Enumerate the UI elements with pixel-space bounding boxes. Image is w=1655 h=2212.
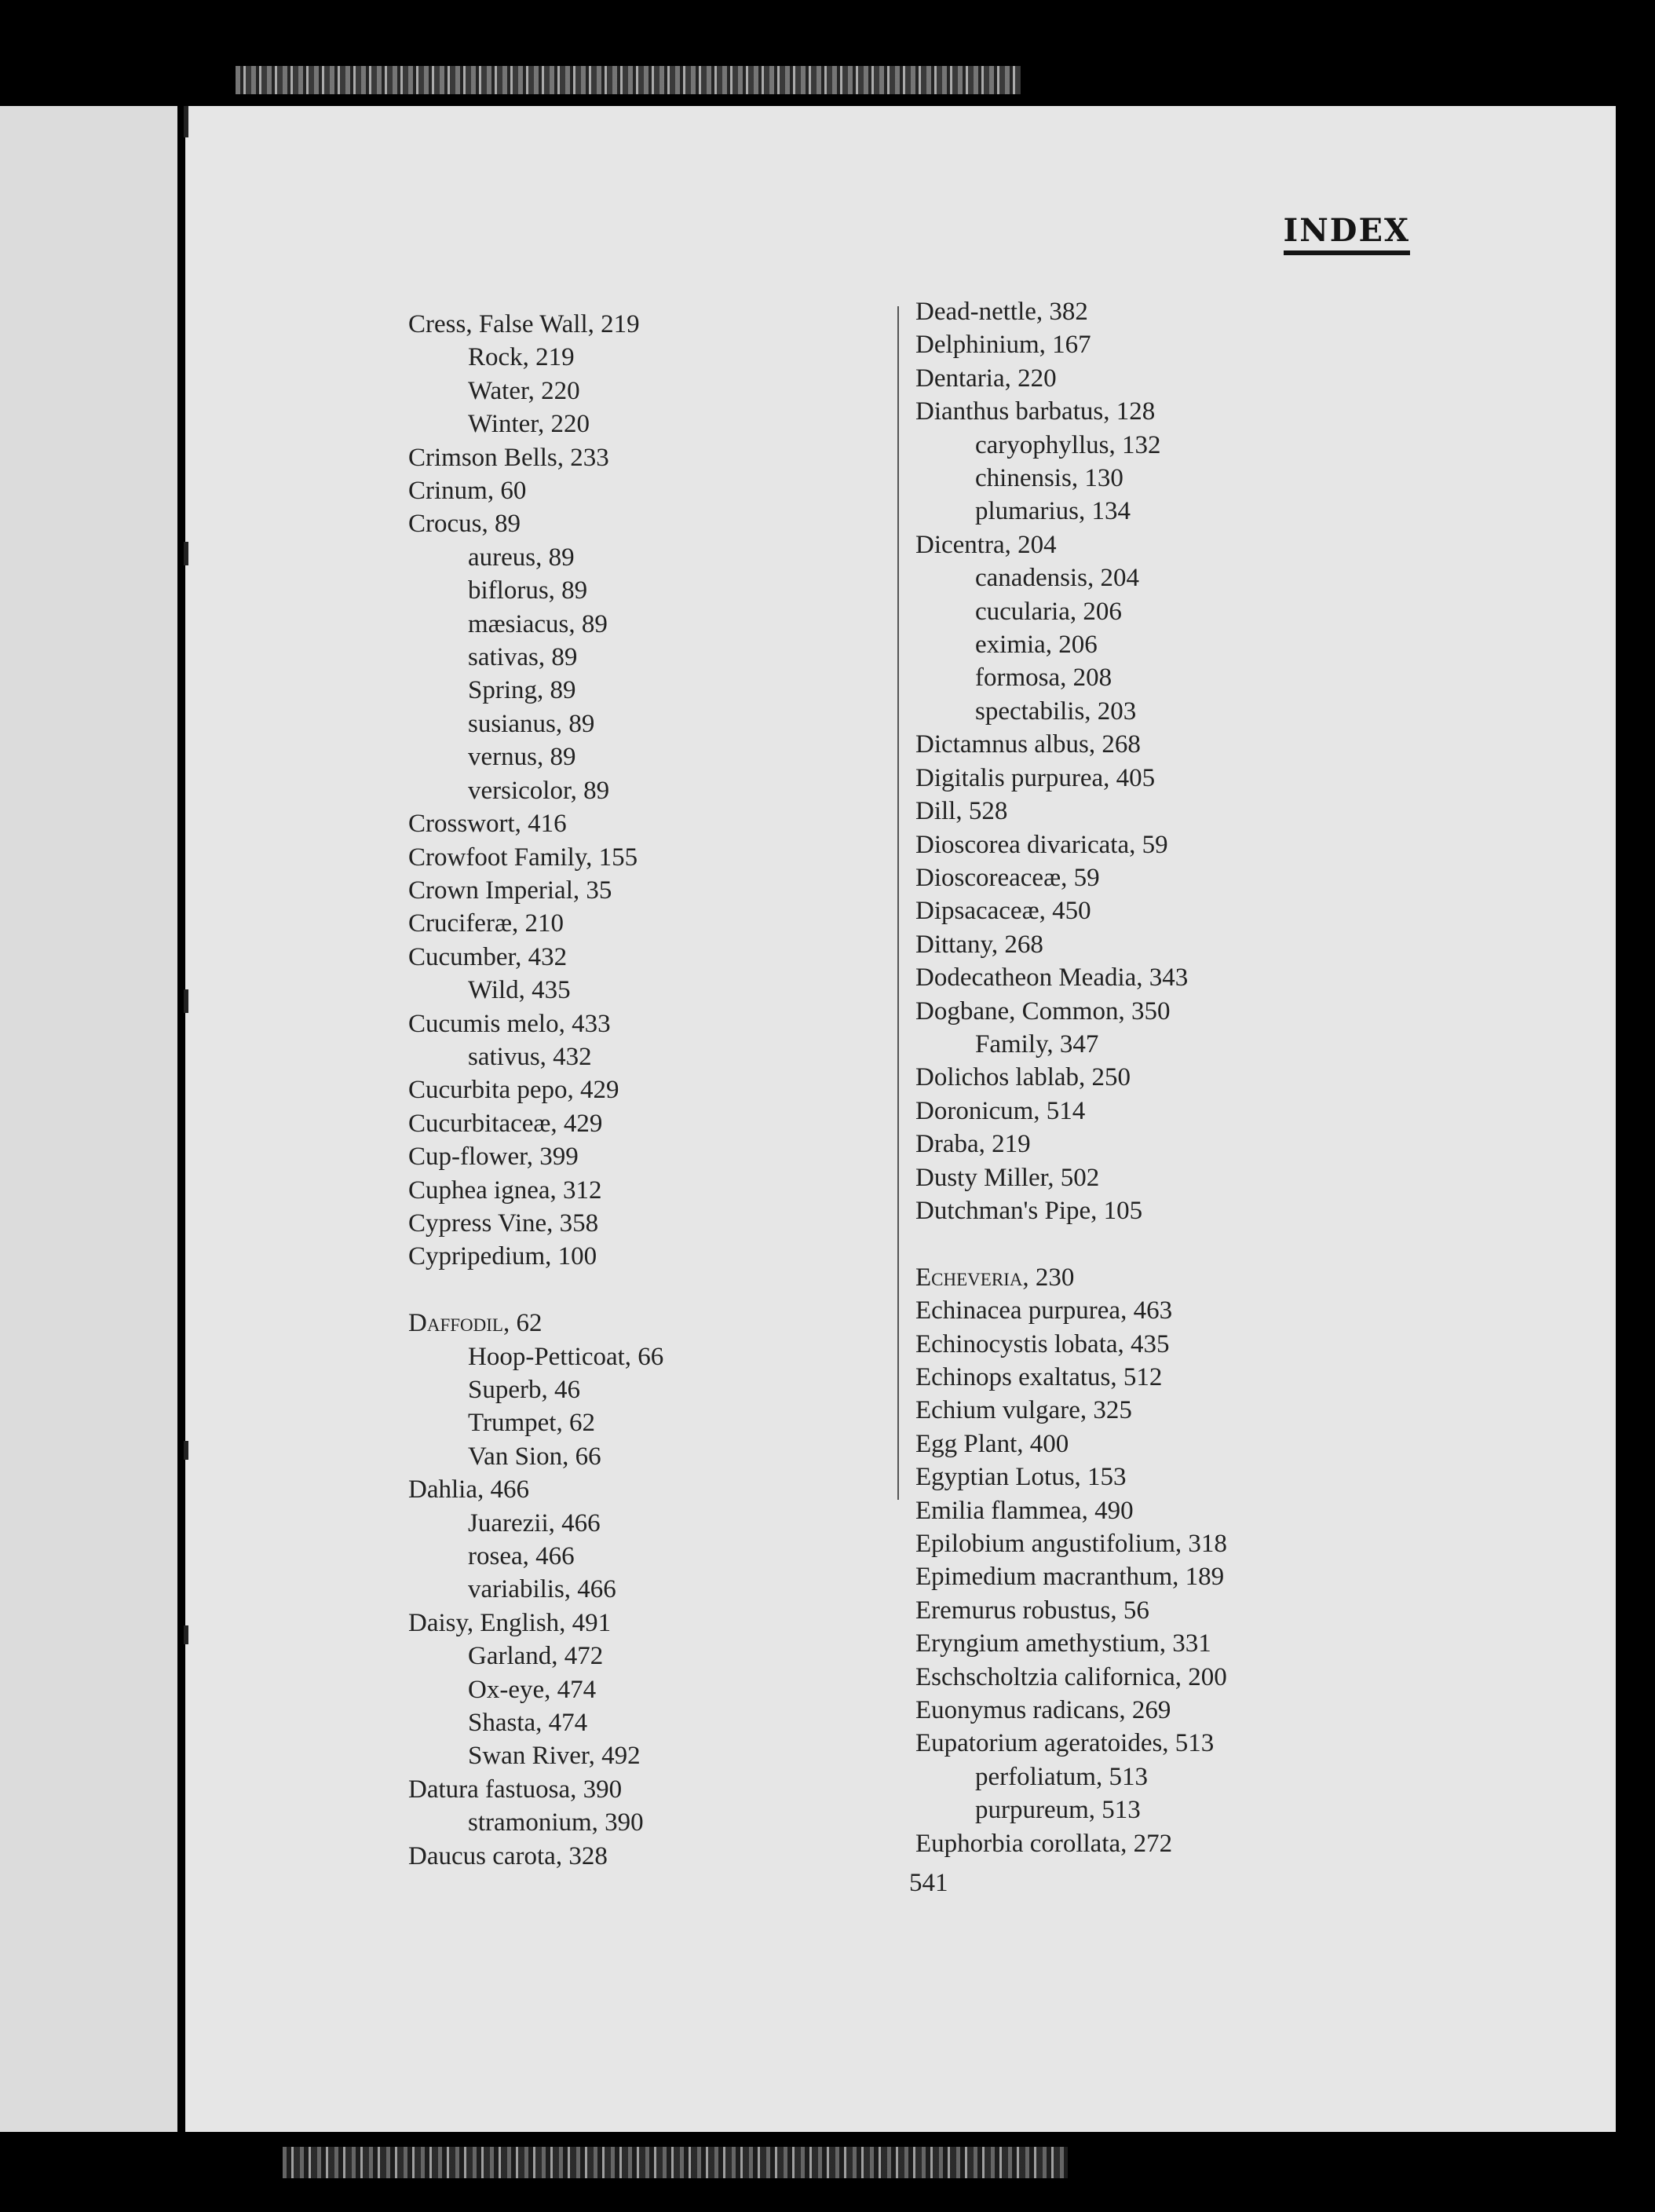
index-entry: Garland, 472: [468, 1642, 604, 1671]
index-entry: Spring, 89: [468, 676, 576, 705]
page-header: INDEX: [1284, 212, 1410, 255]
index-entry: Eryngium amethystium, 331: [915, 1629, 1211, 1658]
binding-mark: [184, 1441, 188, 1460]
index-page: [185, 106, 1616, 2132]
index-entry: Dill, 528: [915, 797, 1008, 826]
index-entry: Van Sion, 66: [468, 1442, 601, 1471]
index-entry: Superb, 46: [468, 1375, 580, 1404]
page-number: 541: [909, 1869, 948, 1897]
index-entry: biflorus, 89: [468, 576, 588, 605]
index-entry: Cruciferæ, 210: [408, 909, 564, 938]
index-entry: stramonium, 390: [468, 1808, 644, 1837]
index-entry: Dahlia, 466: [408, 1475, 529, 1505]
index-entry: Cypress Vine, 358: [408, 1208, 599, 1238]
index-entry: rosea, 466: [468, 1542, 575, 1571]
index-entry: aureus, 89: [468, 543, 575, 572]
index-entry: Egg Plant, 400: [915, 1429, 1069, 1458]
column-divider: [897, 306, 899, 1500]
index-entry: Digitalis purpurea, 405: [915, 763, 1156, 792]
binding-mark: [184, 542, 188, 565]
index-entry: Draba, 219: [915, 1130, 1031, 1159]
index-entry: Hoop-Petticoat, 66: [468, 1342, 664, 1371]
index-entry: Epilobium angustifolium, 318: [915, 1530, 1227, 1559]
index-entry: Dead-nettle, 382: [915, 298, 1088, 326]
index-entry: plumarius, 134: [975, 497, 1131, 526]
index-entry: Dictamnus albus, 268: [915, 730, 1141, 759]
index-entry: Echinocystis lobata, 435: [915, 1329, 1170, 1358]
index-entry: Trumpet, 62: [468, 1409, 595, 1438]
index-entry: Datura fastuosa, 390: [408, 1775, 623, 1804]
index-entry: Dutchman's Pipe, 105: [915, 1196, 1143, 1225]
index-entry: Echinops exaltatus, 512: [915, 1362, 1163, 1391]
binding-mark: [184, 106, 188, 137]
index-entry: Dentaria, 220: [915, 364, 1057, 393]
index-entry: Dioscoreaceæ, 59: [915, 863, 1100, 892]
index-entry: caryophyllus, 132: [975, 430, 1161, 459]
index-entry: Eschscholtzia californica, 200: [915, 1662, 1227, 1691]
index-entry: mæsiacus, 89: [468, 609, 608, 638]
index-entry: Juarezii, 466: [468, 1508, 601, 1537]
index-entry: Cypripedium, 100: [408, 1242, 597, 1271]
index-entry: chinensis, 130: [975, 464, 1123, 493]
index-column-right: [915, 295, 1227, 1860]
index-entry: Family, 347: [975, 1029, 1099, 1058]
index-entry: Echium vulgare, 325: [915, 1396, 1132, 1425]
index-entry: Cucurbita pepo, 429: [408, 1076, 619, 1105]
index-entry: Daffodil, 62: [408, 1309, 543, 1338]
index-entry: Echeveria, 230: [915, 1263, 1075, 1292]
index-entry: susianus, 89: [468, 709, 595, 738]
index-entry: Crowfoot Family, 155: [408, 843, 638, 872]
index-entry: vernus, 89: [468, 743, 576, 772]
index-entry: Doronicum, 514: [915, 1096, 1086, 1125]
index-entry: purpureum, 513: [975, 1796, 1141, 1825]
index-column-left: [408, 308, 663, 1873]
index-entry: Dolichos lablab, 250: [915, 1063, 1131, 1092]
index-entry: Epimedium macranthum, 189: [915, 1563, 1225, 1592]
index-entry: Water, 220: [468, 376, 580, 405]
index-entry: formosa, 208: [975, 664, 1112, 693]
index-entry: perfoliatum, 513: [975, 1762, 1148, 1791]
index-entry: eximia, 206: [975, 631, 1098, 660]
index-entry: Wild, 435: [468, 976, 571, 1005]
index-entry: Dianthus barbatus, 128: [915, 397, 1156, 426]
index-entry: Eupatorium ageratoides, 513: [915, 1729, 1215, 1758]
index-entry: Shasta, 474: [468, 1709, 588, 1738]
index-entry: Cup-flower, 399: [408, 1143, 579, 1172]
index-entry: versicolor, 89: [468, 776, 610, 805]
index-entry: Cucurbitaceæ, 429: [408, 1109, 603, 1138]
index-entry: cucularia, 206: [975, 597, 1122, 626]
index-entry: Dicentra, 204: [915, 530, 1057, 559]
index-entry: Euonymus radicans, 269: [915, 1696, 1171, 1725]
index-entry: Dioscorea divaricata, 59: [915, 830, 1168, 859]
scan-edge-top: [236, 66, 1021, 94]
index-entry: Crinum, 60: [408, 477, 527, 506]
index-entry: Daisy, English, 491: [408, 1608, 612, 1637]
index-entry: Rock, 219: [468, 343, 575, 372]
index-entry: Dogbane, Common, 350: [915, 996, 1171, 1026]
index-entry: Ox-eye, 474: [468, 1675, 597, 1704]
index-entry: Winter, 220: [468, 410, 590, 439]
index-entry: Emilia flammea, 490: [915, 1496, 1134, 1525]
index-entry: Echinacea purpurea, 463: [915, 1296, 1173, 1325]
index-entry: Eremurus robustus, 56: [915, 1596, 1149, 1625]
index-entry: sativas, 89: [468, 643, 578, 672]
index-entry: Dipsacaceæ, 450: [915, 897, 1091, 926]
index-entry: Delphinium, 167: [915, 331, 1091, 360]
index-entry: Dittany, 268: [915, 930, 1043, 959]
index-entry: spectabilis, 203: [975, 697, 1137, 726]
index-entry: Euphorbia corollata, 272: [915, 1829, 1173, 1858]
index-entry: Cucumber, 432: [408, 942, 568, 971]
index-entry: Cress, False Wall, 219: [408, 310, 640, 338]
binding-mark: [184, 1625, 188, 1644]
index-entry: Cuphea ignea, 312: [408, 1175, 602, 1205]
index-entry: Daucus carota, 328: [408, 1841, 608, 1870]
scan-edge-bottom: [283, 2147, 1068, 2178]
index-entry: Crown Imperial, 35: [408, 876, 612, 905]
index-entry: canadensis, 204: [975, 564, 1139, 593]
index-entry: Crimson Bells, 233: [408, 443, 609, 472]
index-entry: Swan River, 492: [468, 1742, 641, 1771]
index-entry: sativus, 432: [468, 1042, 592, 1071]
index-entry: Egyptian Lotus, 153: [915, 1463, 1127, 1492]
binding-mark: [184, 989, 188, 1013]
index-entry: variabilis, 466: [468, 1575, 616, 1604]
index-entry: Dusty Miller, 502: [915, 1163, 1100, 1192]
index-entry: Cucumis melo, 433: [408, 1009, 611, 1038]
facing-page-edge: [0, 106, 177, 2132]
index-entry: Dodecatheon Meadia, 343: [915, 963, 1189, 993]
index-entry: Crocus, 89: [408, 510, 521, 539]
index-entry: Crosswort, 416: [408, 810, 567, 839]
